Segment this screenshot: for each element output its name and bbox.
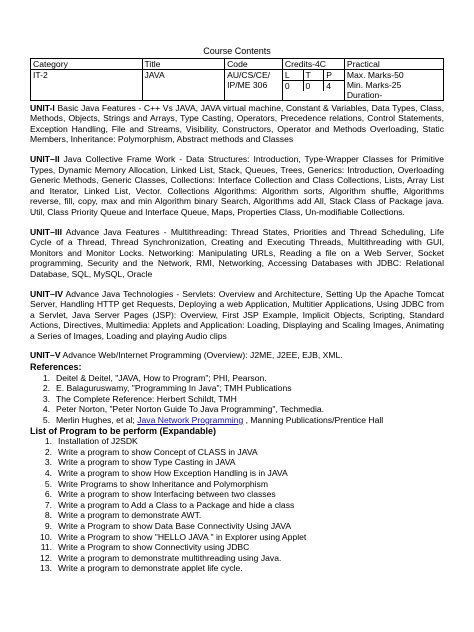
cell-practical (344, 69, 443, 100)
list-item: 10. Write a Program to show "HELLO JAVA " in Explorer using Applet (40, 531, 307, 542)
unit-2 (30, 154, 444, 218)
practical-min-marks: Min. Marks-25 (346, 79, 402, 90)
cell-credits-ltp (282, 69, 344, 100)
ltp-label-p: P (326, 69, 332, 80)
unit-1-text: Basic Java Features - C++ Vs JAVA, JAVA virtual machine, Constant & Variables, Data Types, Class, Methods, Objects, Strings and Arrays, Type Casting, Operators, Precedence relations, Control Statements, Exception Handling, File and Streams, Visibility, Constructors, Operator and Methods Overloading, Static Members, Inheritance: Polymorphism, Abstract methods and Classes (30, 102, 444, 145)
ltp-label-t: T (304, 70, 325, 80)
list-item: 2. E. Balaguruswamy, "Programming In Java"; TMH Publications (42, 383, 292, 394)
header-credits: Credits-4C (282, 58, 344, 69)
course-contents-heading: Course Contents (203, 46, 271, 56)
unit-3-label: UNIT–III (30, 226, 62, 237)
practical-duration: Duration- (346, 89, 383, 100)
list-item: 1. Installation of J2SDK (44, 436, 138, 447)
references-heading: References: (30, 362, 82, 373)
unit-4-text: Advance Java Technologies - Servlets: Overview and Architecture, Setting Up the Apache Tomcat Server, Handling HTTP get Requests, Deploying a web Application, Multitier Applications, Using JDBC from a Servlet, Java Server Pages (JSP): Overview, First JSP Example, Implicit Objects, Scripting, Standard Actions, Directives, Multimedia: Applets and Application: Loading, Displaying and Scaling Images, Animating a Series of Images, Loading and playing Audio clips (30, 288, 444, 341)
references-list (30, 373, 444, 426)
unit-5 (30, 350, 444, 361)
ltp-value-l: 0 (283, 81, 304, 91)
list-item: 12. Write a program to demonstrate multithreading using Java. (40, 552, 282, 563)
unit-1-label: UNIT-I (30, 102, 55, 113)
list-item: 9. Write a Program to show Data Base Connectivity Using JAVA (44, 520, 292, 531)
list-item: 6. Write a program to show Interfacing between two classes (44, 489, 276, 500)
header-practical: Practical (344, 58, 443, 69)
unit-2-label: UNIT–II (30, 153, 60, 164)
list-item: 13. Write a program to demonstrate applet life cycle. (40, 563, 243, 574)
unit-3 (30, 227, 444, 280)
unit-2-text: Java Collective Frame Work - Data Structures: Introduction, Type-Wrapper Classes for Primitive Types, Dynamic Memory Allocation, Linked List, Stack, Queues, Trees, Generics: Introduction, Overloading Generic Methods, Generic Classes, Collections: Interface Collection and Class Collections, Lists, Array List and Iterator, Linked List, Vector. Collections Algorithms: Algorithm sorts, Algorithm shuffle, Algorithms reverse, fill, copy, max and min Algorithm binary Search, Algorithms add All, Stack Class of Package java. Util, Class Priority Queue and Interface Queue, Maps, Properties Class, Un-modifiable Collections. (30, 153, 444, 217)
list-item: 4. Write a program to show How Exception Handling is in JAVA (44, 468, 288, 478)
ltp-value-p: 4 (326, 80, 331, 91)
cell-code: AU/CS/CE/ IP/ME 306 (225, 69, 283, 100)
java-network-programming-link[interactable]: Java Network Programming (137, 415, 244, 426)
practical-max-marks: Max. Marks-50 (346, 69, 404, 80)
list-item: 4. Peter Norton, "Peter Norton Guide To Java Programming", Techmedia. (42, 404, 325, 415)
list-item: 3. The Complete Reference: Herbert Schildt, TMH (42, 393, 237, 404)
cell-category: IT-2 (31, 69, 143, 100)
header-title: Title (142, 58, 225, 69)
cell-title: JAVA (142, 69, 225, 100)
header-code: Code (225, 58, 283, 69)
programs-list (30, 436, 444, 574)
course-info-table (30, 58, 444, 101)
programs-heading: List of Program to be perform (Expandable) (30, 425, 217, 436)
unit-5-text: Advance Web/Internet Programming (Overview): J2ME, J2EE, EJB, XML. (60, 350, 343, 361)
unit-4 (30, 289, 444, 342)
unit-5-label: UNIT–V (30, 350, 61, 361)
header-category: Category (31, 58, 143, 69)
list-item: 2. Write a program to show Concept of CLASS in JAVA (44, 446, 258, 457)
ltp-value-t: 0 (304, 81, 325, 91)
unit-4-label: UNIT–IV (30, 288, 63, 299)
table-header-row (31, 58, 444, 69)
list-item: 7. Write a program to Add a Class to a Package and hide a class (44, 499, 295, 510)
list-item: 11. Write a Program to show Connectivity using JDBC (40, 542, 250, 553)
list-item: 1. Deitel & Deitel, "JAVA, How to Program"; PHI, Pearson. (42, 372, 267, 383)
unit-1 (30, 103, 444, 145)
unit-3-text: Advance Java Features - Multithreading: Thread States, Priorities and Thread Scheduling, Life Cycle of a Thread, Thread Synchronization, Creating and Executing Threads, Multithreading with GUI, Monitors and Monitor Locks. Networking: Manipulating URLs, Reading a file on a Web Server, Socket programming, Security and the Network, RMI, Networking, Accessing Databases with JDBC: Relational Database, SQL, MySQL, Oracle (30, 226, 444, 279)
table-data-row (31, 69, 444, 100)
list-item: 5. Merlin Hughes, et al; Java Network Programming , Manning Publications/Prentice Hall (42, 415, 384, 426)
list-item: 3. Write a program to show Type Casting in JAVA (44, 457, 236, 468)
ltp-label-l: L (283, 70, 304, 80)
list-item: 5. Write Programs to show Inheritance and Polymorphism (44, 478, 268, 489)
list-item: 8. Write a program to demonstrate AWT. (44, 510, 202, 521)
